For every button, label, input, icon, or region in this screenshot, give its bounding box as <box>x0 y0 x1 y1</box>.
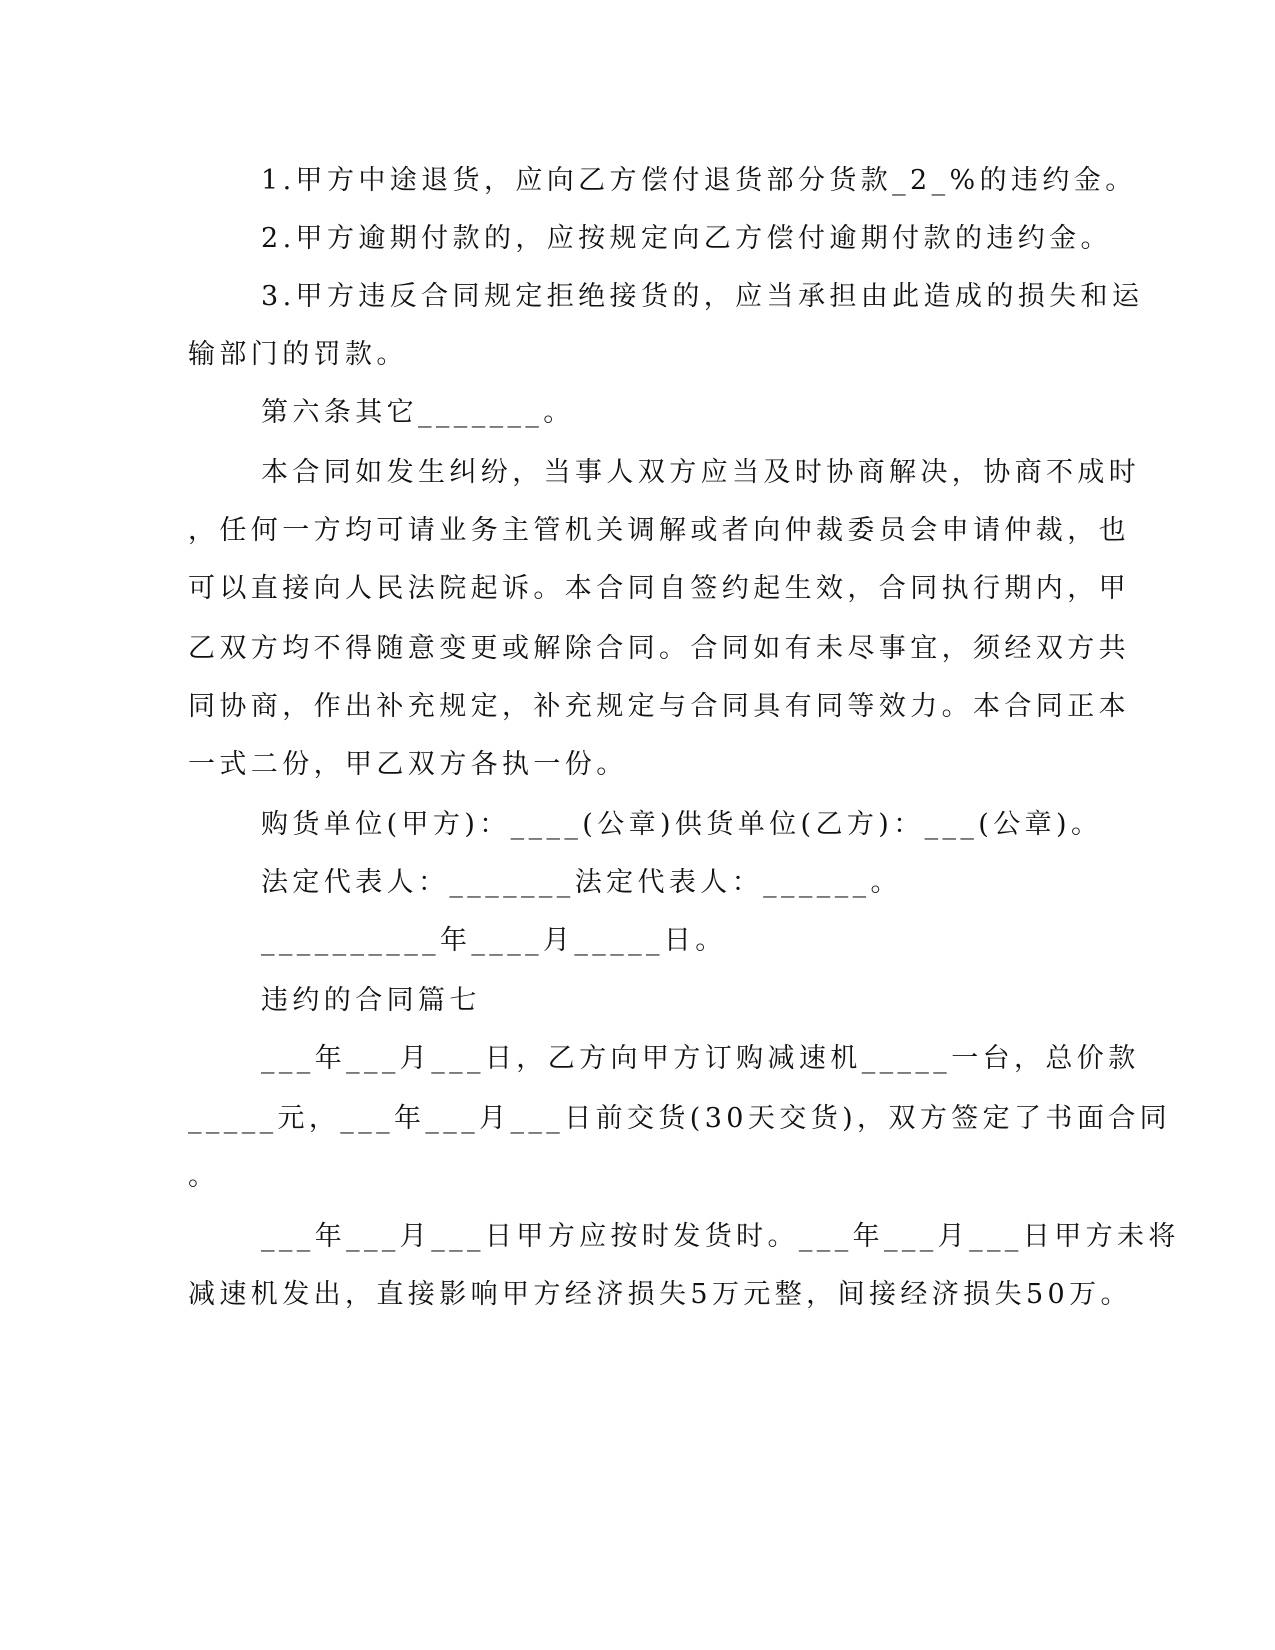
text-line: 2.甲方逾期付款的，应按规定向乙方偿付逾期付款的违约金。 <box>261 223 1112 254</box>
text-line: 可以直接向人民法院起诉。本合同自签约起生效，合同执行期内，甲 <box>188 573 1130 604</box>
signature-line: 法定代表人：_______法定代表人：______。 <box>261 867 902 898</box>
text-line: 输部门的罚款。 <box>188 339 408 370</box>
text-line: 减速机发出，直接影响甲方经济损失5万元整，间接经济损失50万。 <box>188 1279 1132 1310</box>
text-line: 乙双方均不得随意变更或解除合同。合同如有未尽事宜，须经双方共 <box>188 633 1130 664</box>
section-heading: 违约的合同篇七 <box>261 985 481 1016</box>
text-line: 同协商，作出补充规定，补充规定与合同具有同等效力。本合同正本 <box>188 691 1130 722</box>
text-line: ___年___月___日甲方应按时发货时。___年___月___日甲方未将 <box>261 1221 1180 1252</box>
text-line: 1.甲方中途退货，应向乙方偿付退货部分货款_2_%的违约金。 <box>261 165 1137 196</box>
text-line: 一式二份，甲乙双方各执一份。 <box>188 749 628 780</box>
text-line: ___年___月___日，乙方向甲方订购减速机_____一台，总价款 <box>261 1043 1140 1074</box>
text-line: 。 <box>188 1161 220 1192</box>
text-line: ，任何一方均可请业务主管机关调解或者向仲裁委员会申请仲裁，也 <box>188 515 1130 546</box>
date-line: __________年____月_____日。 <box>261 925 727 956</box>
text-line: 3.甲方违反合同规定拒绝接货的，应当承担由此造成的损失和运 <box>261 281 1144 312</box>
section-heading: 第六条其它_______。 <box>261 397 575 428</box>
signature-line: 购货单位(甲方)：____(公章)供货单位(乙方)：___(公章)。 <box>261 809 1103 840</box>
text-line: 本合同如发生纠纷，当事人双方应当及时协商解决，协商不成时 <box>261 457 1141 488</box>
text-line: _____元，___年___月___日前交货(30天交货)，双方签定了书面合同 <box>188 1103 1172 1134</box>
